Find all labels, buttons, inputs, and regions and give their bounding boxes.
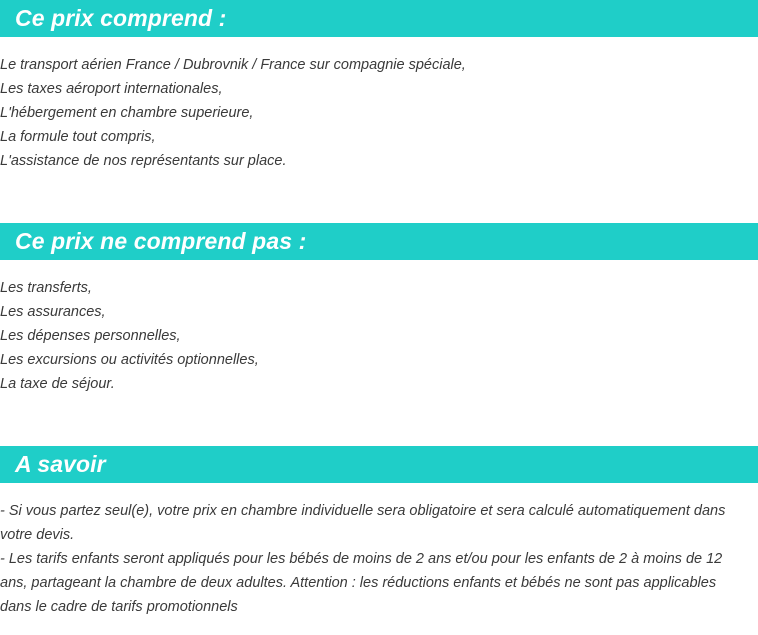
excluded-list <box>0 276 259 396</box>
section-header <box>0 446 758 483</box>
section-price-excludes <box>0 223 758 392</box>
list-item: Les taxes aéroport internationales, <box>0 81 223 97</box>
section-title: A savoir <box>15 451 106 477</box>
list-item: L'hébergement en chambre superieure, <box>0 105 254 121</box>
section-title: Ce prix ne comprend pas : <box>15 228 307 254</box>
section-header <box>0 0 758 37</box>
info-paragraph: - Si vous partez seul(e), votre prix en chambre individuelle sera obligatoire et sera calculé automatiquement dans votre devis. <box>0 503 726 543</box>
info-paragraph: - Les tarifs enfants seront appliqués pour les bébés de moins de 2 ans et/ou pour les enfants de 2 à moins de 12 ans, partageant la chambre de deux adultes. Attention : les réductions enfants et bébés ne sont pas applicables dans le cadre de tarifs promotionnels <box>0 551 723 615</box>
list-item: Les excursions ou activités optionnelles, <box>0 352 259 368</box>
included-list <box>0 53 466 173</box>
list-item: L'assistance de nos représentants sur place. <box>0 153 287 169</box>
section-header <box>0 223 758 260</box>
list-item: La taxe de séjour. <box>0 376 115 392</box>
section-title: Ce prix comprend : <box>15 5 227 31</box>
list-item: Le transport aérien France / Dubrovnik / France sur compagnie spéciale, <box>0 57 466 73</box>
list-item: Les assurances, <box>0 304 106 320</box>
list-item: Les transferts, <box>0 280 92 296</box>
section-good-to-know <box>0 446 758 615</box>
list-item: Les dépenses personnelles, <box>0 328 181 344</box>
list-item: La formule tout compris, <box>0 129 156 145</box>
info-body <box>0 499 752 619</box>
section-price-includes <box>0 0 758 169</box>
